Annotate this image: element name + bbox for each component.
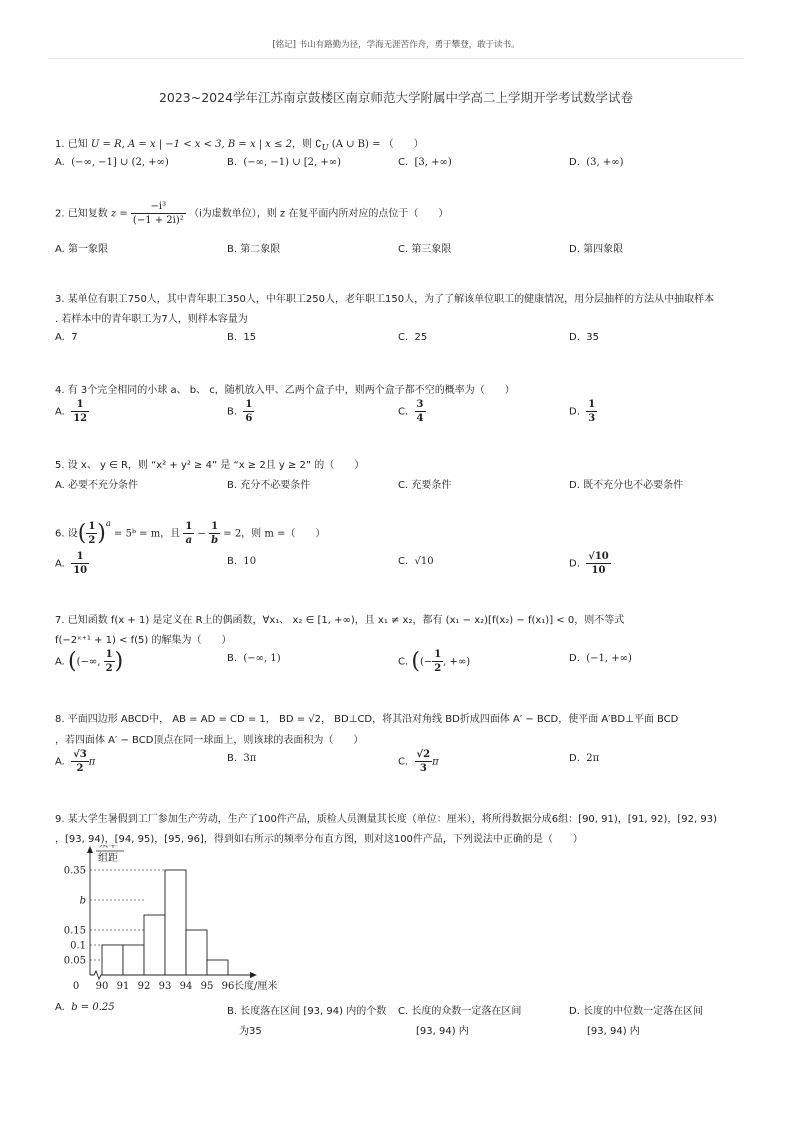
histogram-bar-[93,94): [165, 870, 186, 975]
q3-option-d[interactable]: D. 35: [569, 332, 599, 343]
y-tick-label-0.1: 0.1: [70, 940, 86, 952]
q1-option-d-text: (3, +∞): [586, 157, 624, 168]
question-3-line-2: . 若样本中的青年职工为7人，则样本容量为: [55, 314, 248, 325]
q3-option-a[interactable]: A. 7: [55, 332, 78, 343]
header-motto: [铭记] 书山有路勤为径，学海无涯苦作舟，勇于攀登，敢于读书。: [272, 40, 520, 50]
question-5-stem: 5. 设 x、 y ∈ R，则 “x² + y² ≥ 4” 是 “x ≥ 2且 y ≥ 2” 的（ ）: [55, 460, 365, 471]
y-axis-title-bottom: 组距: [98, 853, 118, 864]
x-axis-title: 长度/厘米: [234, 981, 278, 992]
x-tick-label-92: 92: [137, 981, 151, 992]
y-tick-label-0.15: 0.15: [63, 925, 86, 937]
q1-stem-prefix: 1. 已知: [55, 139, 91, 150]
q7-option-c[interactable]: C. ((− $\frac{1}{2}$ , +∞): [398, 649, 471, 674]
q5-option-a[interactable]: A. 必要不充分条件: [55, 480, 139, 491]
q6-option-d[interactable]: D. $\frac{√10}{10}$: [569, 551, 609, 576]
frequency-histogram: [52, 845, 292, 995]
x-axis-arrow: [250, 972, 257, 978]
q1-option-a[interactable]: A. (−∞, −1] ∪ (2, +∞): [55, 157, 169, 168]
q1-sets: U = R, A = x | −1 < x < 3, B = x | x ≤ 2: [90, 139, 293, 150]
x-tick-label-91: 91: [116, 981, 130, 992]
histogram-bar-[90,91): [102, 945, 123, 975]
q2-option-d[interactable]: D. 第四象限: [569, 244, 624, 255]
q1-option-b-text: (−∞, −1) ∪ [2, +∞): [243, 157, 341, 168]
q6-option-a[interactable]: A. $\frac{1}{10}$: [55, 551, 88, 576]
y-tick-label-b: b: [79, 895, 86, 907]
q2-option-c[interactable]: C. 第三象限: [398, 244, 452, 255]
question-6-stem: 6. 设( $\frac{1}{2}$ )$^a$ = 5ᵇ = m，且 $\frac{1}{a}$ − $\frac{1}{b}$ = 2，则 m =（ ）: [55, 518, 326, 546]
q4-option-d[interactable]: D. $\frac{1}{3}$: [569, 399, 596, 424]
q2-option-b[interactable]: B. 第二象限: [227, 244, 281, 255]
q8-option-b[interactable]: B. 3π: [227, 753, 257, 764]
header-divider: [48, 58, 744, 59]
histogram-svg: [52, 845, 292, 995]
x-tick-label-94: 94: [179, 981, 193, 992]
q1-option-c[interactable]: C. [3, +∞): [398, 157, 452, 168]
q9-option-b[interactable]: B. 长度落在区间 [93, 94) 内的个数: [227, 1006, 387, 1017]
q1-option-d[interactable]: D. (3, +∞): [569, 157, 624, 168]
q5-option-b[interactable]: B. 充分不必要条件: [227, 480, 311, 491]
q7-option-b[interactable]: B. (−∞, 1): [227, 653, 281, 664]
x-tick-label-93: 93: [158, 981, 172, 992]
q4-option-a[interactable]: A. $\frac{1}{12}$: [55, 399, 88, 424]
q9-option-b-line-2: 为35: [239, 1026, 262, 1037]
q2-option-a[interactable]: A. 第一象限: [55, 244, 109, 255]
q2-fraction: $\frac{\text{−i³}}{\text{(−1 + 2i)²}}$: [132, 201, 184, 226]
q5-option-d[interactable]: D. 既不充分也不必要条件: [569, 480, 684, 491]
y-tick-label-0.35: 0.35: [63, 865, 86, 877]
q1-option-a-text: (−∞, −1] ∪ (2, +∞): [71, 157, 169, 168]
q9-option-d-line-2: [93, 94) 内: [587, 1026, 640, 1037]
q9-option-d[interactable]: D. 长度的中位数一定落在区间: [569, 1006, 704, 1017]
histogram-bar-[94,95): [186, 930, 207, 975]
q9-option-c[interactable]: C. 长度的众数一定落在区间: [398, 1006, 522, 1017]
question-1-stem: [55, 135, 424, 152]
y-axis-title-top: [98, 845, 118, 850]
page-title: 2023~2024学年江苏南京鼓楼区南京师范大学附属中学高二上学期开学考试数学试卷: [158, 90, 634, 105]
question-7-line-2: f(−2ˣ⁺¹ + 1) < f(5) 的解集为（ ）: [55, 635, 232, 646]
q5-option-c[interactable]: C. 充要条件: [398, 480, 452, 491]
q6-option-b[interactable]: B. 10: [227, 556, 257, 567]
q6-option-c[interactable]: C. √10: [398, 556, 434, 567]
q1-complement-sub: U: [321, 142, 329, 152]
origin-label: 0: [72, 981, 80, 992]
question-9-line-2: ，[93, 94)，[94, 95)，[95, 96]，得到如右所示的频率分布直方图，则对这100件产品，下列说法中正确的是（ ）: [55, 834, 583, 845]
q8-option-a[interactable]: A. $\frac{√3}{2}$ π: [55, 749, 96, 774]
question-9-line-1: 9. 某大学生暑假到工厂参加生产劳动，生产了100件产品，质检人员测量其长度（单位：厘米），将所得数据分成6组：[90, 91)，[91, 92)，[92, 93): [55, 814, 717, 825]
q1-option-b[interactable]: B. (−∞, −1) ∪ [2, +∞): [227, 157, 341, 168]
q7-option-d[interactable]: D. (−1, +∞): [569, 653, 632, 664]
histogram-bar-[91,92): [123, 945, 144, 975]
histogram-bar-[92,93): [144, 915, 165, 975]
q9-option-c-line-2: [93, 94) 内: [416, 1026, 469, 1037]
histogram-bar-[95,96]: [207, 960, 228, 975]
question-2-stem: 2. 已知复数 z = $\frac{\text{−i³}}{\text{(−1 + 2i)²}}$ （i为虚数单位），则 z 在复平面内所对应的点位于（ ）: [55, 201, 449, 226]
q8-option-d[interactable]: D. 2π: [569, 753, 600, 764]
q3-option-c[interactable]: C. 25: [398, 332, 428, 343]
q1-option-c-text: [3, +∞): [414, 157, 452, 168]
question-7-line-1: 7. 已知函数 f(x + 1) 是定义在 R上的偶函数，∀x₁、 x₂ ∈ [1, +∞)，且 x₁ ≠ x₂，都有 (x₁ − x₂)[f(x₂) − f(x₁)] < 0，则不等式: [55, 615, 625, 626]
question-3-line-1: 3. 某单位有职工750人，其中青年职工350人，中年职工250人，老年职工150人，为了了解该单位职工的健康情况，用分层抽样的方法从中抽取样本: [55, 294, 715, 305]
q4-option-c[interactable]: C. $\frac{3}{4}$: [398, 399, 424, 424]
y-tick-label-0.05: 0.05: [63, 955, 86, 967]
x-tick-label-96: 96: [221, 981, 235, 992]
q8-option-c[interactable]: C. $\frac{√2}{3}$ π: [398, 749, 439, 774]
q9-option-a[interactable]: A. b = 0.25: [55, 1002, 115, 1013]
x-tick-label-90: 90: [95, 981, 109, 992]
question-8-line-2: ，若四面体 A′ − BCD顶点在同一球面上，则该球的表面积为（ ）: [55, 735, 364, 746]
q1-complement: ，则 ∁: [292, 139, 322, 150]
q1-stem-tail: (A ∪ B) = （ ）: [328, 139, 424, 150]
q7-option-a[interactable]: A. ((−∞, $\frac{1}{2}$ ): [55, 649, 124, 674]
q3-option-b[interactable]: B. 15: [227, 332, 257, 343]
x-tick-label-95: 95: [200, 981, 214, 992]
q4-option-b[interactable]: B. $\frac{1}{6}$: [227, 399, 253, 424]
question-4-stem: 4. 有 3个完全相同的小球 a、 b、 c，随机放入甲、乙两个盒子中，则两个盒子都不空的概率为（ ）: [55, 385, 515, 396]
question-8-line-1: 8. 平面四边形 ABCD中， AB = AD = CD = 1， BD = √2， BD⊥CD，将其沿对角线 BD折成四面体 A′ − BCD，使平面 A′BD⊥平面 BCD: [55, 714, 679, 725]
y-axis-arrow: [87, 846, 93, 853]
